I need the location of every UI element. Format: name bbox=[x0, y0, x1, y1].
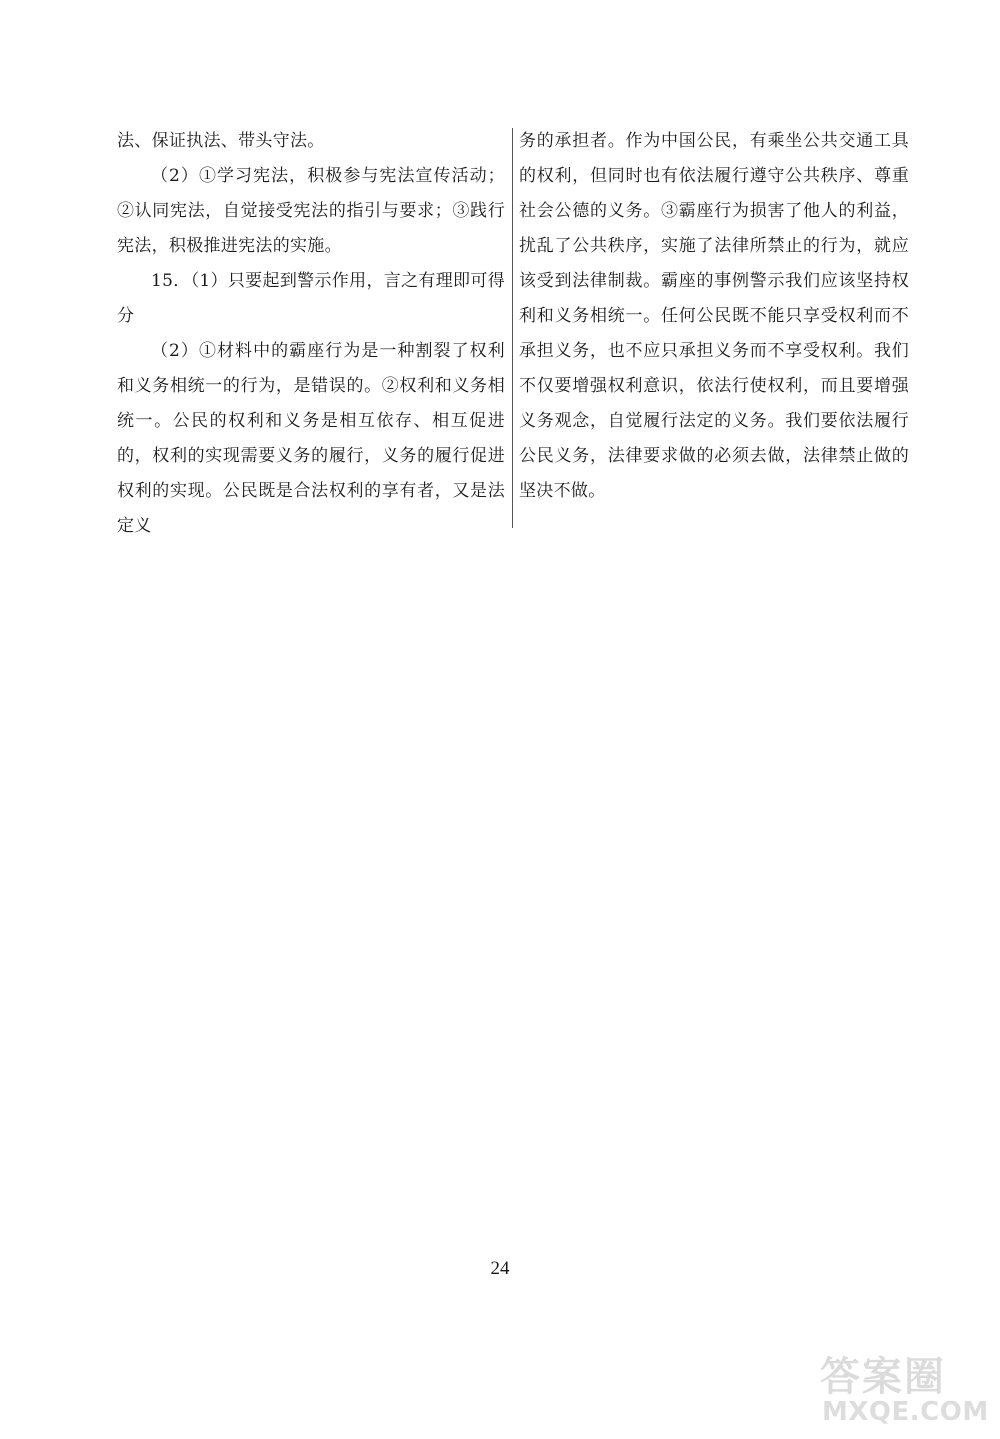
left-paragraph-4: （2）①材料中的霸座行为是一种割裂了权利和义务相统一的行为，是错误的。②权利和义务相统一。公民的权利和义务是相互依存、相互促进的，权利的实现需要义务的履行，义务的履行促进权利的实现。公民既是合法权利的享有者，又是法定义 bbox=[117, 341, 505, 536]
column-divider bbox=[512, 128, 513, 528]
right-column bbox=[519, 124, 909, 509]
watermark-cn: 答案圈 bbox=[820, 1354, 946, 1400]
left-paragraph-1: 法、保证执法、带头守法。 bbox=[117, 131, 325, 151]
left-paragraph-3: 15．（1）只要起到警示作用，言之有理即可得分 bbox=[117, 271, 505, 326]
watermark-en: MXQE.COM bbox=[822, 1397, 989, 1427]
left-column bbox=[117, 124, 505, 544]
left-paragraph-2: （2）①学习宪法，积极参与宪法宣传活动；②认同宪法，自觉接受宪法的指引与要求；③践行宪法，积极推进宪法的实施。 bbox=[117, 166, 505, 256]
page-number: 24 bbox=[490, 1258, 510, 1279]
watermark-logo bbox=[820, 1345, 990, 1435]
right-paragraph-1: 务的承担者。作为中国公民，有乘坐公共交通工具的权利，但同时也有依法履行遵守公共秩序、尊重社会公德的义务。③霸座行为损害了他人的利益，扰乱了公共秩序，实施了法律所禁止的行为，就应该受到法律制裁。霸座的事例警示我们应该坚持权利和义务相统一。任何公民既不能只享受权利而不承担义务，也不应只承担义务而不享受权利。我们不仅要增强权利意识，依法行使权利，而且要增强义务观念，自觉履行法定的义务。我们要依法履行公民义务，法律要求做的必须去做，法律禁止做的坚决不做。 bbox=[519, 131, 909, 501]
